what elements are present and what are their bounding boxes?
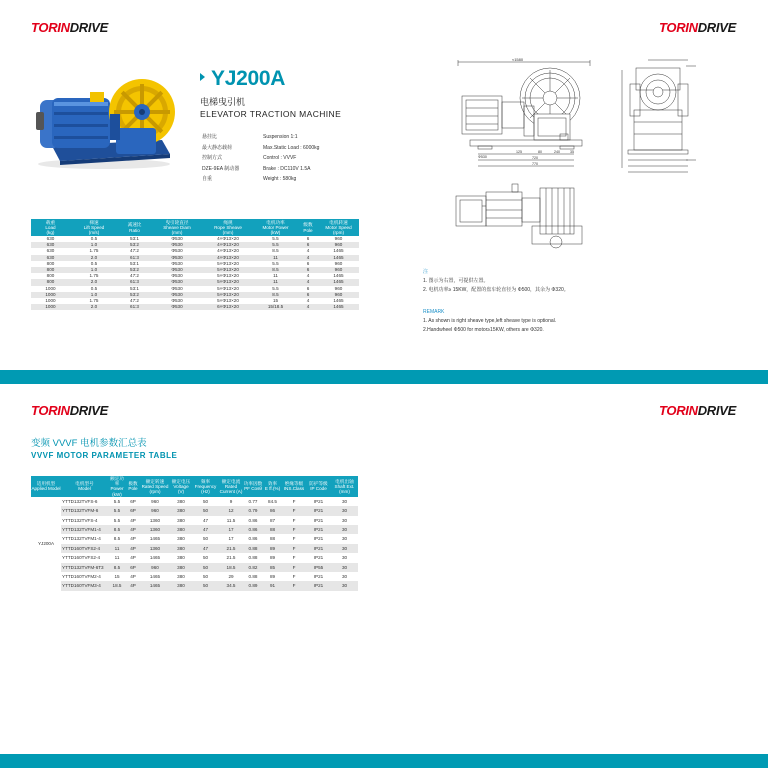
page-divider-band (0, 370, 768, 384)
header-rated-current: 额定电流 Rated Current (A) (219, 476, 243, 497)
table-row: YTTD160TVFM3-4 18.5 4P 1465 380 50 34.5 0.89 91 F IP21 30 (31, 581, 358, 590)
header-frequency: 频率 Frequency (Hz) (192, 476, 219, 497)
spec-row: DZE-9EA 制动器 Brake : DC110V 1.5A (202, 165, 311, 172)
table-row: 1000 2.0 61:3 Φ530 6×Φ13×20 15/18.5 4 1465 (31, 304, 359, 310)
note-cn-line: 1. 图示为右置，可提供左置。 (423, 278, 489, 284)
table-row: 1000 0.5 53:1 Φ530 5×Φ13×20 5.5 6 960 (45, 285, 343, 291)
table-row: 800 1.0 53:2 Φ530 5×Φ13×20 8.5 6 960 (31, 267, 359, 273)
brand-logo-left-p2: TORINDRIVE (31, 403, 108, 418)
table-row: 630 0.5 53:1 Φ530 4×Φ13×20 5.5 6 960 (46, 236, 343, 241)
side-view-drawing (618, 56, 700, 174)
table-row: 1000 1.75 47:2 Φ530 5×Φ13×20 15 4 1465 (45, 298, 344, 304)
motor-table-title-cn: 变频 VVVF 电机参数汇总表 (31, 438, 147, 449)
spec-row: 最大静态载荷 Max.Static Load : 6000kg (202, 144, 320, 151)
notes-en-heading: REMARK (423, 309, 445, 315)
top-view-drawing (452, 182, 586, 254)
spec-list (202, 132, 402, 185)
footer-band (0, 754, 768, 768)
dim-sheave: Φ530 (478, 155, 487, 159)
header-voltage: 额定电压 Voltage (V) (170, 476, 192, 497)
table-row: YTTD160TVFM2-4 15 4P 1465 380 50 29 0.88 89 F IP21 30 (62, 574, 348, 580)
table-row: YTTD160TVFS2-4 11 4P 1360 380 47 21.5 0.88 89 F IP21 30 (31, 544, 358, 553)
header-rated-speed: 额定转速 Rated Speed (rpm) (140, 476, 170, 497)
applied-model-cell: YJ200A (31, 497, 61, 591)
header-eff: 效率 E ff.(%) (263, 476, 282, 497)
header-ip-code: 防护等级 IP Code (306, 476, 331, 497)
note-cn-line: 2. 电机功率≥ 15KW，配置的盘车轮直径为 Φ500，其余为 Φ320。 (423, 287, 569, 293)
table-row: 800 1.75 47:2 Φ530 5×Φ13×20 11 4 1465 (46, 273, 344, 279)
dim-80: 80 (538, 150, 542, 154)
table-row: YTTD132TVFS-4 5.5 4P 1360 380 47 11.5 0.86 87 F IP21 30 (62, 517, 348, 523)
table-row: YTTD160TVFS2-4 11 4P 1465 380 50 21.5 0.88 89 F IP21 30 (62, 555, 348, 561)
header-motor-power: 电机功率 Motor Power (kW) (253, 219, 298, 236)
title-arrow-icon (200, 73, 205, 81)
header-motor-speed: 电机转速 Motor Speed (rpm) (318, 219, 359, 236)
header-pole: 级数 Pole (298, 219, 318, 236)
table-row: 630 1.0 53:2 Φ530 4×Φ13×20 5.5 6 960 (31, 242, 359, 248)
model-title: YJ200A (200, 68, 285, 90)
spec-row: 自重 Weight : 580kg (202, 176, 297, 182)
subtitle-en: ELEVATOR TRACTION MACHINE (200, 109, 342, 119)
motor-table-header (31, 476, 358, 497)
notes-cn-heading: 注 (423, 269, 429, 275)
dim-overall: ≈1580 (512, 58, 524, 62)
dim-125: 125 (516, 150, 522, 154)
table-row: YTTD132TVFM1-4 8.5 4P 1360 380 47 17 0.86 88 F IP21 30 (31, 525, 358, 534)
table-row: YTTD132TVFM1-4 8.5 4P 1465 380 50 17 0.86 88 F IP21 30 (62, 536, 348, 542)
header-pole: 极数 Pole (126, 476, 140, 497)
subtitle-cn: 电梯曳引机 (200, 97, 246, 107)
brand-logo-right-p2: TORINDRIVE (659, 403, 736, 418)
header-lift-speed: 梯速 Lift Speed (m/s) (70, 219, 118, 236)
brand-logo-left: TORINDRIVE (31, 20, 108, 35)
header-ins-class: 绝缘等级 INS.Class (282, 476, 306, 497)
brand-logo-right: TORINDRIVE (659, 20, 736, 35)
traction-machine-photo (30, 68, 178, 170)
table-row: 630 1.75 47:2 Φ530 4×Φ13×20 8.5 4 1465 (46, 248, 344, 254)
spec-table-header (31, 219, 359, 236)
header-shaft: 电机出轴 Shaft Ext. (mm) (331, 476, 358, 497)
table-row: 1000 1.0 53:2 Φ530 5×Φ13×20 8.5 6 960 (31, 292, 359, 298)
dim-240: 240 (554, 150, 560, 154)
header-model: 电机型号 Model (61, 476, 108, 497)
notes-block (423, 268, 569, 335)
header-sheave-diam: 曳引轮直径 Sheave Diam (mm) (151, 219, 203, 236)
note-en-line: 1. As shown is right sheave type,left sheave type is optional. (423, 318, 557, 324)
table-row: YJ200A YTTD132TVFS-6 5.5 6P 960 380 50 9 0.77 84.5 F IP21 30 (31, 497, 358, 506)
dim-720: 720 (532, 156, 538, 160)
table-row: YTTD132TVFM-6 5.5 6P 960 380 50 12 0.79 86 F IP21 30 (31, 506, 358, 515)
dim-770: 770 (532, 162, 538, 166)
note-en-line: 2.Handwheel Φ500 for motor≥15KW, others are Φ320. (423, 327, 544, 333)
header-load: 载重 Load (kg) (31, 219, 70, 236)
dim-35: 35 (570, 150, 574, 154)
table-row: 630 2.0 61:3 Φ530 4×Φ13×20 11 4 1465 (31, 255, 359, 261)
spec-row: 控制方式 Control : VVVF (202, 155, 297, 161)
table-row: 800 2.0 61:3 Φ530 5×Φ13×20 11 4 1465 (31, 279, 359, 285)
header-ratio: 减速比 Ratio (118, 219, 151, 236)
motor-parameter-table (31, 476, 358, 591)
header-power: 额定功率 Power (kW) (108, 476, 126, 497)
header-pf: 功率因数 PF Cosθ (243, 476, 263, 497)
spec-table (31, 219, 359, 310)
table-row: YTTD132TVFM-6T3 8.5 6P 960 380 50 18.5 0.82 85 F IP55 30 (31, 563, 358, 572)
front-view-drawing (450, 58, 598, 170)
motor-table-title-en: VVVF MOTOR PARAMETER TABLE (31, 451, 178, 460)
header-rope: 绳规 Rope Sheave (mm) (203, 219, 253, 236)
spec-row: 悬挂比 Suspension 1:1 (202, 134, 298, 140)
header-applied-model: 适用机型 Applied Model (31, 476, 61, 497)
table-row: 800 0.5 53:1 Φ530 5×Φ13×20 5.5 6 960 (46, 260, 343, 266)
